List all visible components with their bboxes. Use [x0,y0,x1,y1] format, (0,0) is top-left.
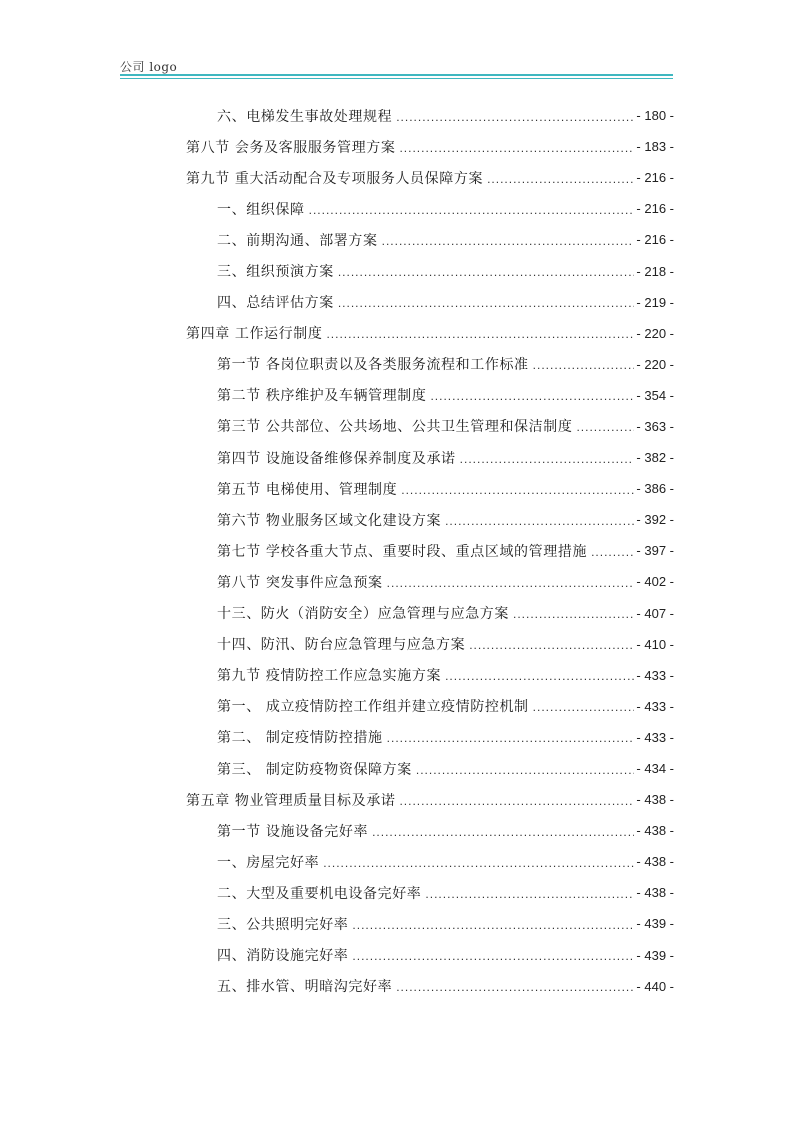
toc-entry-page[interactable]: - 220 - [636,356,674,372]
toc-entry[interactable] [186,629,674,660]
toc-entry[interactable] [186,131,674,162]
toc-entry-title[interactable]: 二、大型及重要机电设备完好率 [217,883,423,903]
toc-dot-leader [372,825,634,839]
toc-entry[interactable] [186,660,674,691]
toc-dot-leader [399,141,634,155]
toc-entry[interactable] [186,753,674,784]
toc-entry-title[interactable]: 第一节 设施设备完好率 [217,821,370,841]
toc-dot-leader [338,296,635,310]
toc-dot-leader [382,234,635,248]
toc-entry-page[interactable]: - 433 - [636,698,674,714]
toc-entry[interactable] [186,908,674,939]
header-rule [120,74,673,76]
toc-dot-leader [401,483,634,497]
toc-entry-page[interactable]: - 407 - [636,605,674,621]
toc-entry-page[interactable]: - 218 - [636,263,674,279]
toc-entry-page[interactable]: - 433 - [636,667,674,683]
toc-entry-page[interactable]: - 392 - [636,512,674,528]
toc-entry-title[interactable]: 三、组织预演方案 [217,261,336,281]
toc-entry[interactable] [186,442,674,473]
toc-entry-page[interactable]: - 439 - [636,916,674,932]
toc-entry-title[interactable]: 六、电梯发生事故处理规程 [217,106,394,126]
toc-entry-page[interactable]: - 386 - [636,481,674,497]
toc-dot-leader [352,918,634,932]
toc-dot-leader [323,856,634,870]
toc-entry[interactable] [186,287,674,318]
toc-entry-title[interactable]: 第四节 设施设备维修保养制度及承诺 [217,448,458,468]
toc-entry-page[interactable]: - 438 - [636,792,674,808]
toc-dot-leader [338,265,635,279]
toc-entry[interactable] [186,566,674,597]
toc-entry-title[interactable]: 第四章 工作运行制度 [186,323,324,343]
toc-dot-leader [387,576,635,590]
toc-entry-page[interactable]: - 180 - [636,108,674,124]
toc-dot-leader [416,763,635,777]
toc-entry[interactable] [186,380,674,411]
toc-entry[interactable] [186,691,674,722]
toc-entry[interactable] [186,877,674,908]
toc-entry[interactable] [186,162,674,193]
toc-entry-title[interactable]: 第三节 公共部位、公共场地、公共卫生管理和保洁制度 [217,416,574,436]
toc-entry-title[interactable]: 第二节 秩序维护及车辆管理制度 [217,385,428,405]
toc-entry-title[interactable]: 第一节 各岗位职责以及各类服务流程和工作标准 [217,354,531,374]
toc-entry[interactable] [186,100,674,131]
toc-entry-page[interactable]: - 220 - [636,325,674,341]
toc-dot-leader [576,420,634,434]
toc-entry-page[interactable]: - 440 - [636,978,674,994]
toc-entry-page[interactable]: - 438 - [636,854,674,870]
page-header [120,58,673,75]
toc-entry-title[interactable]: 四、消防设施完好率 [217,945,350,965]
toc-entry-title[interactable]: 五、排水管、明暗沟完好率 [217,976,394,996]
toc-entry-page[interactable]: - 410 - [636,636,674,652]
toc-entry-page[interactable]: - 397 - [636,543,674,559]
company-logo-text: 公司 logo [120,60,178,74]
toc-entry-page[interactable]: - 363 - [636,418,674,434]
toc-entry[interactable] [186,473,674,504]
toc-dot-leader [445,514,634,528]
toc-dot-leader [469,638,634,652]
toc-entry-page[interactable]: - 354 - [636,387,674,403]
toc-entry-title[interactable]: 第六节 物业服务区域文化建设方案 [217,510,443,530]
toc-entry-page[interactable]: - 434 - [636,761,674,777]
toc-entry-title[interactable]: 十三、防火（消防安全）应急管理与应急方案 [217,603,511,623]
toc-dot-leader [399,794,634,808]
toc-entry-title[interactable]: 第八节 突发事件应急预案 [217,572,385,592]
header-rule-thin [120,78,673,79]
toc-entry-title[interactable]: 一、组织保障 [217,199,307,219]
toc-entry-page[interactable]: - 402 - [636,574,674,590]
toc-entry-page[interactable]: - 438 - [636,823,674,839]
toc-dot-leader [445,669,634,683]
toc-dot-leader [326,327,634,341]
toc-entry-title[interactable]: 第九节 疫情防控工作应急实施方案 [217,665,443,685]
toc-entry-title[interactable]: 第七节 学校各重大节点、重要时段、重点区域的管理措施 [217,541,589,561]
toc-entry-title[interactable]: 第一、 成立疫情防控工作组并建立疫情防控机制 [217,696,531,716]
toc-entry[interactable] [186,598,674,629]
toc-dot-leader [309,203,635,217]
toc-dot-leader [460,452,635,466]
toc-dot-leader [487,172,634,186]
toc-entry-title[interactable]: 第二、 制定疫情防控措施 [217,727,385,747]
toc-entry-title[interactable]: 第八节 会务及客服服务管理方案 [186,137,397,157]
toc-entry-title[interactable]: 第五节 电梯使用、管理制度 [217,479,399,499]
toc-entry-page[interactable]: - 216 - [636,201,674,217]
toc-entry[interactable] [186,504,674,535]
toc-entry[interactable] [186,318,674,349]
toc-dot-leader [387,731,635,745]
toc-entry-title[interactable]: 一、房屋完好率 [217,852,321,872]
toc-entry[interactable] [186,722,674,753]
toc-entry[interactable] [186,846,674,877]
toc-entry-title[interactable]: 二、前期沟通、部署方案 [217,230,380,250]
toc-entry[interactable] [186,193,674,224]
toc-entry-title[interactable]: 三、公共照明完好率 [217,914,350,934]
toc-entry-title[interactable]: 第九节 重大活动配合及专项服务人员保障方案 [186,168,485,188]
toc-entry-page[interactable]: - 382 - [636,450,674,466]
toc-dot-leader [430,389,634,403]
toc-dot-leader [533,358,635,372]
toc-dot-leader [352,949,634,963]
toc-dot-leader [425,887,634,901]
toc-dot-leader [513,607,634,621]
toc-entry-title[interactable]: 十四、防汛、防台应急管理与应急方案 [217,634,467,654]
toc-entry-page[interactable]: - 439 - [636,947,674,963]
toc-entry[interactable] [186,815,674,846]
toc-entry[interactable] [186,971,674,1002]
toc-dot-leader [396,980,634,994]
toc-entry-title[interactable]: 四、总结评估方案 [217,292,336,312]
toc-entry-page[interactable]: - 219 - [636,294,674,310]
toc-entry-page[interactable]: - 183 - [636,139,674,155]
toc-entry-page[interactable]: - 438 - [636,885,674,901]
toc-entry[interactable] [186,224,674,255]
toc-dot-leader [533,700,635,714]
toc-entry[interactable] [186,940,674,971]
toc-entry-page[interactable]: - 216 - [636,232,674,248]
toc-entry[interactable] [186,784,674,815]
toc-dot-leader [396,110,634,124]
toc-entry-title[interactable]: 第三、 制定防疫物资保障方案 [217,759,414,779]
toc-entry-page[interactable]: - 216 - [636,170,674,186]
toc-entry-page[interactable]: - 433 - [636,729,674,745]
table-of-contents [186,100,674,1002]
toc-entry-title[interactable]: 第五章 物业管理质量目标及承诺 [186,790,397,810]
toc-entry[interactable] [186,255,674,286]
toc-dot-leader [591,545,634,559]
toc-entry[interactable] [186,535,674,566]
toc-entry[interactable] [186,411,674,442]
toc-entry[interactable] [186,349,674,380]
